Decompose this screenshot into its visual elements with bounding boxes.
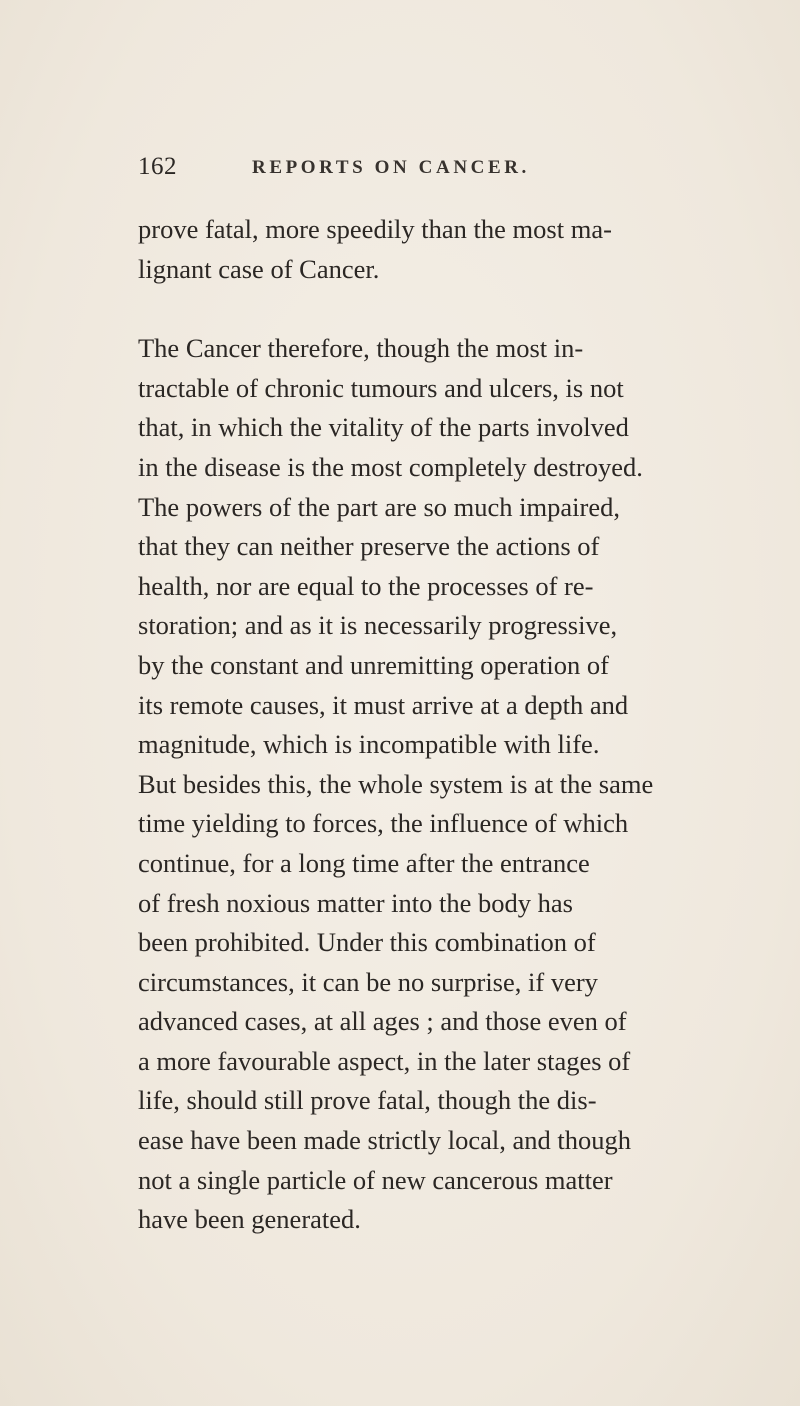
text-line: of fresh noxious matter into the body has (138, 887, 573, 918)
text-line: ease have been made strictly local, and though (138, 1125, 632, 1156)
text-line: in the disease is the most completely destroyed. (138, 451, 643, 482)
text-line: storation; and as it is necessarily progressive, (138, 610, 618, 641)
text-line: its remote causes, it must arrive at a depth and (138, 689, 629, 720)
text-line: But besides this, the whole system is at the same (138, 768, 654, 799)
text-line: advanced cases, at all ages ; and those even of (138, 1006, 627, 1037)
text-line: life, should still prove fatal, though the dis- (138, 1085, 597, 1116)
text-line: The Cancer therefore, though the most in- (138, 333, 584, 364)
text-line: magnitude, which is incompatible with life. (138, 729, 600, 760)
running-title: REPORTS ON CANCER. (252, 157, 530, 178)
text-line: that, in which the vitality of the parts involved (138, 412, 629, 443)
body-text (138, 210, 738, 1240)
text-line: that they can neither preserve the actions of (138, 531, 600, 562)
text-line: not a single particle of new cancerous matter (138, 1164, 613, 1195)
text-line: lignant case of Cancer. (138, 253, 380, 284)
page-number: 162 (138, 153, 177, 180)
text-line: circumstances, it can be no surprise, if very (138, 966, 598, 997)
text-line: continue, for a long time after the entrance (138, 847, 590, 878)
text-line: prove fatal, more speedily than the most ma- (138, 214, 612, 244)
paragraph-1 (138, 210, 738, 289)
paragraph-2 (138, 329, 738, 1240)
text-line: time yielding to forces, the influence of which (138, 808, 629, 839)
text-line: health, nor are equal to the processes of re- (138, 570, 594, 601)
paragraph-gap (138, 289, 738, 329)
text-line: been prohibited. Under this combination of (138, 927, 596, 958)
running-head (138, 153, 728, 189)
text-line: a more favourable aspect, in the later stages of (138, 1045, 631, 1076)
text-line: The powers of the part are so much impaired, (138, 491, 620, 522)
text-line: tractable of chronic tumours and ulcers, is not (138, 372, 624, 403)
text-line: by the constant and unremitting operation of (138, 649, 609, 680)
text-line: have been generated. (138, 1204, 361, 1235)
